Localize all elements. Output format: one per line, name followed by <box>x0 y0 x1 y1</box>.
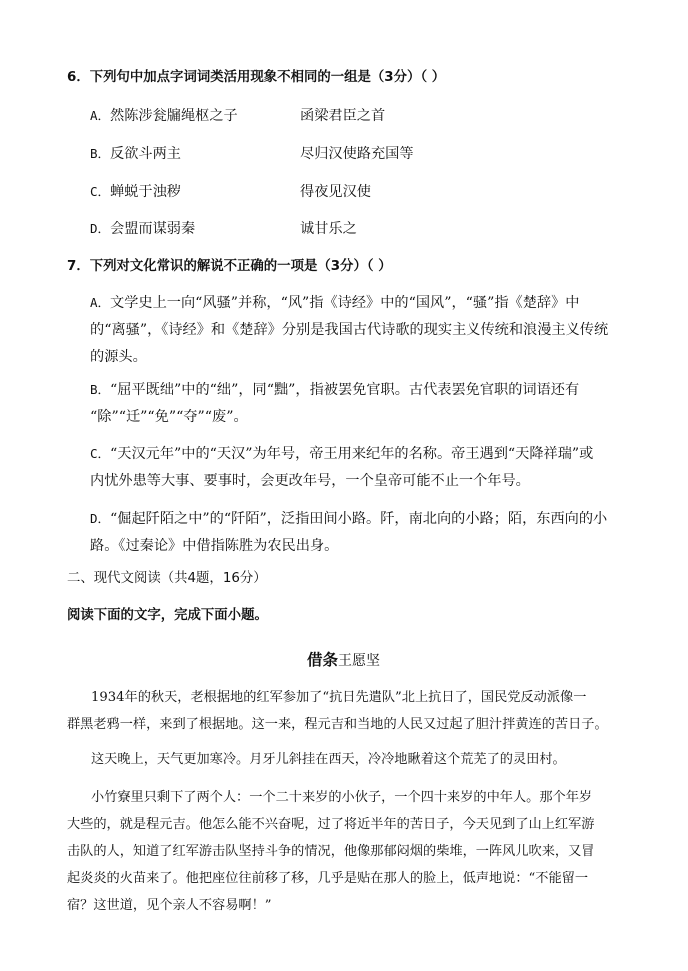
story-line: 宿？这世道，见个亲人不容易啊！” <box>67 898 272 913</box>
option-label: B． <box>90 146 111 161</box>
story-line: 小竹寮里只剩下了两个人：一个二十来岁的小伙子，一个四十来岁的中年人。那个年岁 <box>91 790 593 805</box>
q6-option-c[interactable] <box>90 182 181 202</box>
story-paragraph-3 <box>67 784 627 919</box>
story-line: 群黑老鸦一样，来到了根据地。这一来，程元吉和当地的人民又过起了胆汁拌黄连的苦日子。 <box>67 717 608 732</box>
option-text-line: 的“离骚”，《诗经》和《楚辞》分别是我国古代诗歌的现实主义传统和浪漫主义传统 <box>90 322 609 338</box>
option-label: D． <box>90 511 111 526</box>
option-left-text: 然陈涉瓮牖绳枢之子 <box>110 108 238 124</box>
q7-option-a[interactable] <box>90 289 608 371</box>
q6-option-b[interactable] <box>90 144 181 164</box>
option-text-line: “倔起阡陌之中”的“阡陌”，泛指田间小路。阡，南北向的小路；陌，东西向的小 <box>110 511 608 527</box>
option-label: B． <box>90 382 111 397</box>
story-paragraph-1 <box>67 684 627 738</box>
option-text-line: “屈平既绌”中的“绌”，同“黜”，指被罢免官职。古代表罢免官职的词语还有 <box>110 382 580 398</box>
option-text-line: 内忧外患等大事、要事时，会更改年号，一个皇帝可能不止一个年号。 <box>90 473 530 489</box>
story-author: 王愿坚 <box>338 653 381 669</box>
q6-option-a-right: 函梁君臣之首 <box>300 108 386 124</box>
q6-option-d[interactable] <box>90 219 195 239</box>
q7-option-d[interactable] <box>90 505 607 560</box>
q6-option-c-right: 得夜见汉使 <box>300 184 371 200</box>
option-label: A． <box>90 295 111 310</box>
option-left-text: 会盟而谋弱秦 <box>110 221 196 237</box>
option-text-line: “除”“迁”“免”“夺”“废”。 <box>90 409 248 425</box>
story-line: 起炎炎的火苗来了。他把座位往前移了移，几乎是贴在那人的脸上，低声地说：“不能留一 <box>67 871 589 886</box>
option-text-line: 的源头。 <box>90 349 147 365</box>
option-left-text: 反欲斗两主 <box>110 146 181 162</box>
story-title-block <box>307 648 380 670</box>
story-title: 借条 <box>307 651 339 669</box>
option-left-text: 蝉蜕于浊秽 <box>110 184 181 200</box>
section-heading: 二、现代文阅读（共4题，16分） <box>67 571 267 586</box>
option-label: C． <box>90 184 111 199</box>
option-label: C． <box>90 446 111 461</box>
story-line: 击队的人，知道了红军游击队坚持斗争的情况，他像那郁闷烟的柴堆，一阵风儿吹来，又冒 <box>67 844 595 859</box>
option-label: A． <box>90 108 111 123</box>
q6-option-d-right: 诚甘乐之 <box>300 221 357 237</box>
q7-option-c[interactable] <box>90 440 593 495</box>
story-line: 1934年的秋天，老根据地的红军参加了“抗日先遣队”北上抗日了，国民党反动派像一 <box>91 690 587 705</box>
q6-option-b-right: 尽归汉使路充国等 <box>300 146 414 162</box>
story-paragraph-2 <box>67 746 627 773</box>
option-text-line: “天汉元年”中的“天汉”为年号，帝王用来纪年的名称。帝王遇到“天降祥瑞”或 <box>110 446 594 462</box>
q6-option-a[interactable] <box>90 106 238 126</box>
q6-stem: 6．下列句中加点字词词类活用现象不相同的一组是（3分）（ ） <box>67 70 446 85</box>
story-line: 这天晚上，天气更加寒冷。月牙儿斜挂在西天，冷冷地瞅着这个荒芜了的灵田村。 <box>91 752 566 767</box>
option-label: D． <box>90 221 111 236</box>
q7-option-b[interactable] <box>90 376 579 431</box>
option-text-line: 文学史上一向“风骚”并称，“风”指《诗经》中的“国风”，“骚”指《楚辞》中 <box>110 295 580 311</box>
q7-stem: 7．下列对文化常识的解说不正确的一项是（3分）（ ） <box>67 259 392 274</box>
reading-instruction: 阅读下面的文字，完成下面小题。 <box>67 608 268 623</box>
story-line: 大些的，就是程元吉。他怎么能不兴奋呢，过了将近半年的苦日子，今天见到了山上红军游 <box>67 817 595 832</box>
option-text-line: 路。《过秦论》中借指陈胜为农民出身。 <box>90 538 339 554</box>
